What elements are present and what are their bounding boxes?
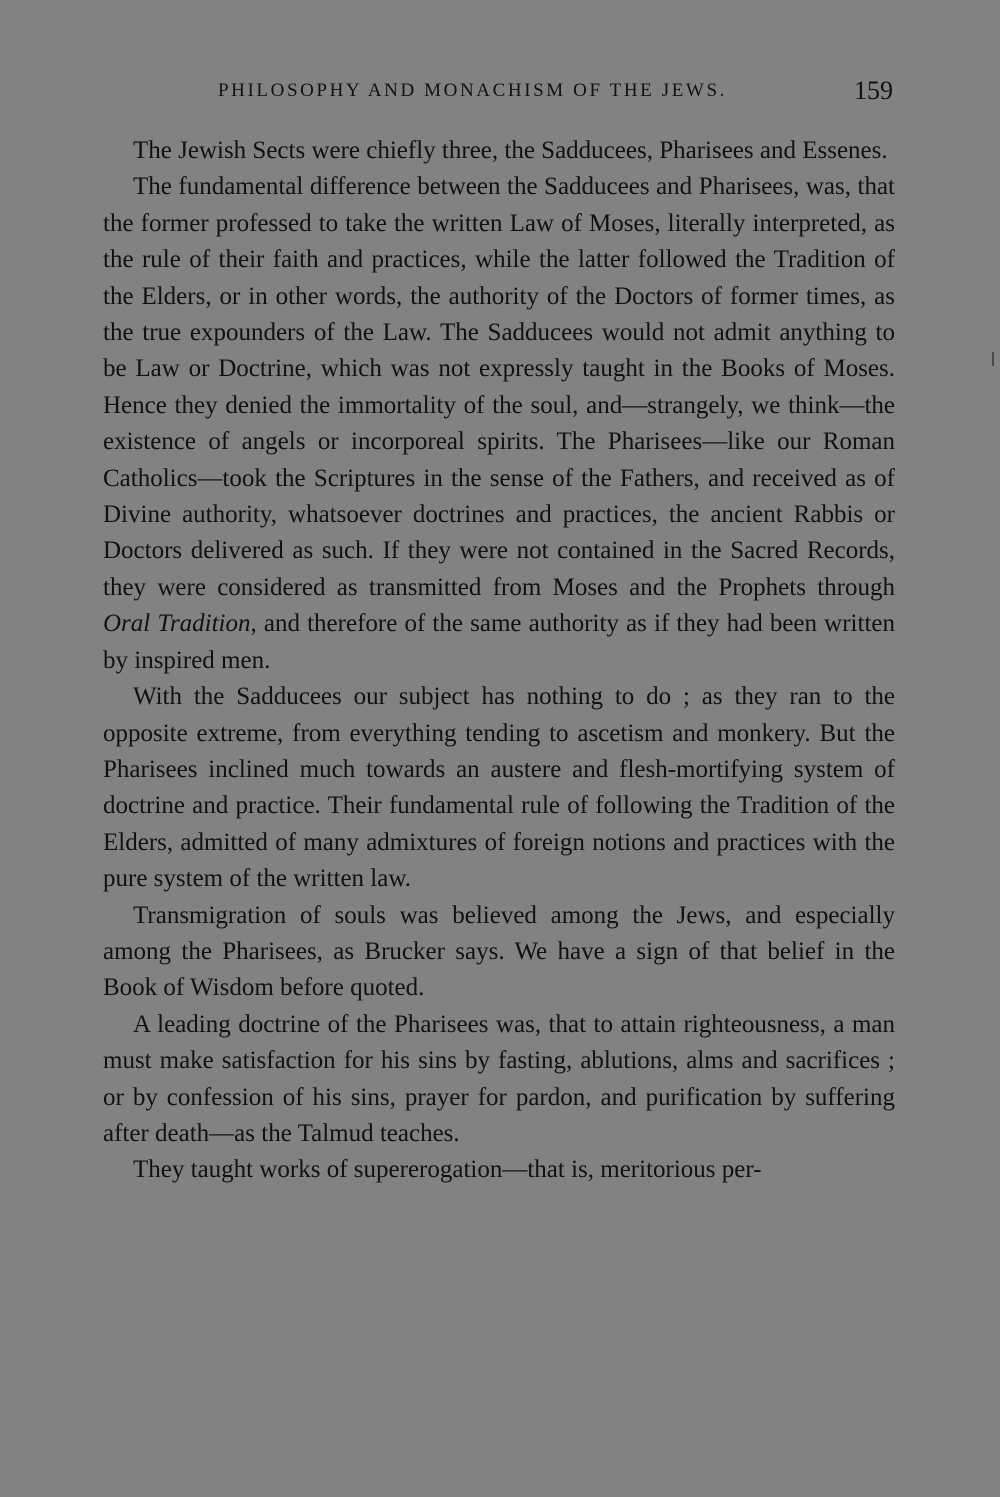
paragraph-text: Transmigration of souls was believed among the Jews, and especially among the Pharisees, as Brucker says. We have a sign of that belief in the Book of Wisdom before quoted. <box>103 901 895 1002</box>
paragraph-text: The fundamental difference between the Sadducees and Pharisees, was, that the former professed to take the written Law of Moses, literally interpreted, as the rule of their faith and practices, while the latter followed the Tradition of the Elders, or in other words, the authority of the Doctors of former times, as the true expounders of the Law. The Sadducees would not admit anything to be Law or Doctrine, which was not expressly taught in the Books of Moses. Hence they denied the immortality of the soul, and—strangely, we think—the existence of angels or incorporeal spirits. The Pharisees—like our Roman Catholics—took the Scriptures in the sense of the Fathers, and received as of Divine authority, whatsoever doctrines and practices, the ancient Rabbis or Doctors delivered as such. If they were not contained in the Sacred Records, they were considered as transmitted from Moses and the Prophets through <box>103 173 895 601</box>
italic-phrase: Oral Tradition <box>103 610 251 638</box>
running-head <box>100 76 895 112</box>
paragraph-jewish-sects <box>103 133 895 169</box>
paragraph-text: With the Sadducees our subject has nothing to do ; as they ran to the opposite extreme, from everything tending to ascetism and monkery. But the Pharisees inclined much towards an austere and flesh-mortifying system of doctrine and practice. Their fundamental rule of following the Tradition of the Elders, admitted of many admixtures of foreign notions and practices with the pure system of the written law. <box>103 683 895 893</box>
running-title: PHILOSOPHY AND MONACHISM OF THE JEWS. <box>218 80 727 101</box>
paragraph-text: They taught works of supererogation—that is, meritorious per- <box>133 1156 762 1184</box>
paragraph-transmigration <box>103 898 895 1007</box>
body-text <box>103 133 895 1189</box>
paragraph-leading-doctrine <box>103 1007 895 1153</box>
paragraph-text: The Jewish Sects were chiefly three, the Sadducees, Pharisees and Essenes. <box>133 137 888 164</box>
page-number: 159 <box>854 76 893 105</box>
margin-mark <box>992 352 994 366</box>
paragraph-text: A leading doctrine of the Pharisees was, that to attain righteousness, a man must make satisfaction for his sins by fasting, ablutions, alms and sacrifices ; or by confession of his sins, prayer for pardon, and purification by suffering after death—as the Talmud teaches. <box>103 1010 895 1147</box>
paragraph-text-continued: , and therefore of the same authority as if they had been written by inspired men. <box>103 610 895 674</box>
paragraph-with-the-sadducees <box>103 679 895 897</box>
paragraph-sadducees-pharisees <box>103 169 895 679</box>
paragraph-supererogation <box>103 1152 895 1188</box>
